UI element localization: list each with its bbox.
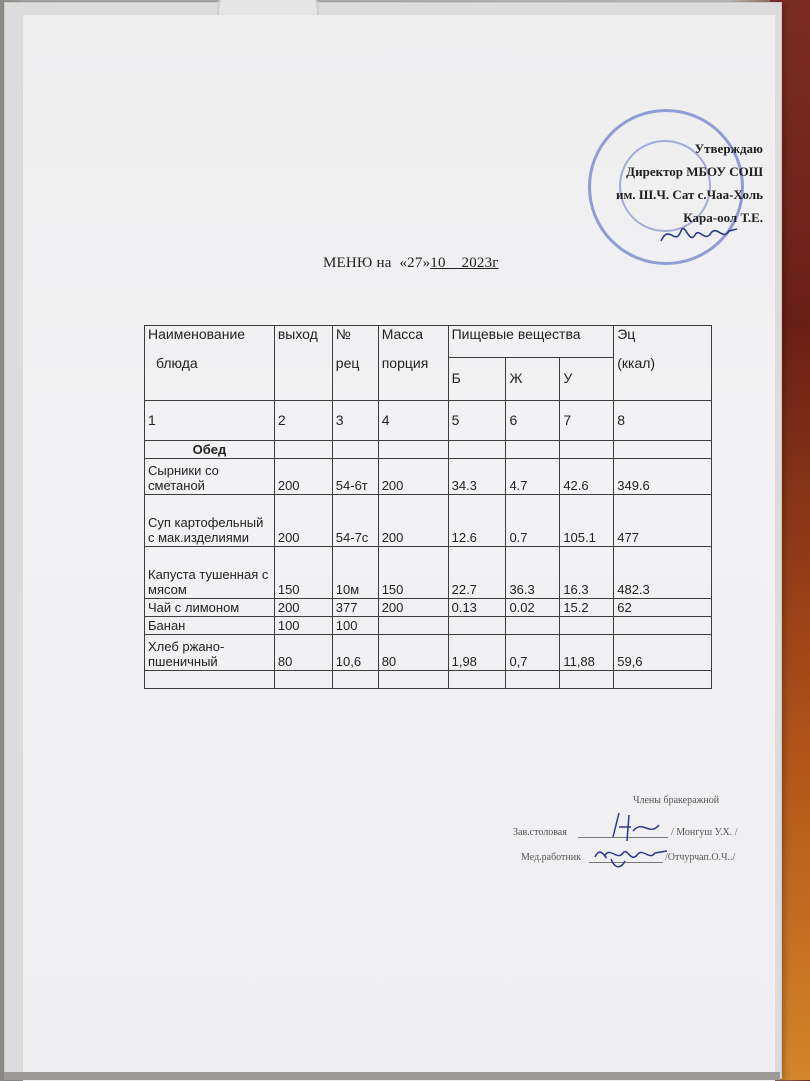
dish-b: 0.13 xyxy=(448,599,506,617)
table-row xyxy=(145,547,712,599)
dish-u: 16.3 xyxy=(560,547,614,599)
dish-mass: 80 xyxy=(378,635,448,671)
dish-b: 22.7 xyxy=(448,547,506,599)
commission-title: Члены бракеражной xyxy=(633,795,720,806)
director-signature xyxy=(659,217,739,251)
dish-u: 105.1 xyxy=(560,495,614,547)
dish-recipe: 100 xyxy=(332,617,378,635)
dish-b xyxy=(448,617,506,635)
plastic-sleeve xyxy=(4,2,782,1079)
approval-line-3: им. Ш.Ч. Сат с.Чаа-Холь xyxy=(616,187,763,202)
header-nutrients: Пищевые вещества xyxy=(448,326,614,358)
approval-line-4: Кара-оол Т.Е. xyxy=(683,210,763,225)
header-energy xyxy=(614,326,712,401)
col-number: 8 xyxy=(614,401,712,441)
approval-block xyxy=(543,137,763,229)
dish-mass: 200 xyxy=(378,459,448,495)
dish-zh: 0.7 xyxy=(506,495,560,547)
dish-zh: 0.02 xyxy=(506,599,560,617)
header-row xyxy=(145,326,712,358)
medic-signature xyxy=(591,841,671,871)
dish-mass xyxy=(378,617,448,635)
dish-name: Банан xyxy=(145,617,275,635)
header-mass-top: Масса xyxy=(381,326,424,342)
menu-title-date: 10 2023г xyxy=(430,255,499,271)
header-recipe-bottom: рец xyxy=(335,355,360,371)
dish-kcal: 349.6 xyxy=(614,459,712,495)
header-output: выход xyxy=(274,326,332,401)
table-row xyxy=(145,459,712,495)
header-zh: Ж xyxy=(506,357,560,400)
header-b: Б xyxy=(448,357,506,400)
dish-zh: 36.3 xyxy=(506,547,560,599)
dish-name: Сырники со сметаной xyxy=(145,459,275,495)
dish-kcal: 477 xyxy=(614,495,712,547)
col-number: 5 xyxy=(448,401,506,441)
dish-kcal: 62 xyxy=(614,599,712,617)
dish-u: 11,88 xyxy=(560,635,614,671)
col-number: 7 xyxy=(560,401,614,441)
dish-recipe: 377 xyxy=(332,599,378,617)
empty-row xyxy=(145,671,712,689)
table-row xyxy=(145,495,712,547)
commission-line-1-name: / Монгуш У.Х. / xyxy=(671,827,738,838)
dish-mass: 200 xyxy=(378,599,448,617)
dish-name: Капуста тушенная с мясом xyxy=(145,547,275,599)
commission-line-2-label: Мед.работник xyxy=(521,852,581,863)
dish-output: 100 xyxy=(274,617,332,635)
dish-kcal: 482.3 xyxy=(614,547,712,599)
dish-output: 200 xyxy=(274,599,332,617)
col-number: 4 xyxy=(378,401,448,441)
header-recipe-top: № xyxy=(335,326,351,342)
section-row xyxy=(145,441,712,459)
approval-line-1: Утверждаю xyxy=(694,141,763,156)
col-number: 1 xyxy=(145,401,275,441)
commission-line-2-name: /Отчурчап.О.Ч../ xyxy=(665,852,736,863)
dish-b: 1,98 xyxy=(448,635,506,671)
menu-document xyxy=(23,15,775,1081)
header-name-bottom: блюда xyxy=(156,355,198,371)
sleeve-bottom-edge xyxy=(4,1072,780,1080)
col-number: 2 xyxy=(274,401,332,441)
dish-u: 42.6 xyxy=(560,459,614,495)
header-mass xyxy=(378,326,448,401)
col-number: 6 xyxy=(506,401,560,441)
dish-mass: 150 xyxy=(378,547,448,599)
header-recipe xyxy=(332,326,378,401)
dish-recipe: 10,6 xyxy=(332,635,378,671)
header-name-top: Наименование xyxy=(148,326,246,342)
dish-kcal: 59,6 xyxy=(614,635,712,671)
header-energy-top: Эц xyxy=(617,326,636,342)
dish-zh xyxy=(506,617,560,635)
menu-title xyxy=(323,255,499,272)
dish-zh: 0,7 xyxy=(506,635,560,671)
commission-line-1-label: Зав.столовая xyxy=(513,827,567,838)
dish-u: 15.2 xyxy=(560,599,614,617)
table-row xyxy=(145,635,712,671)
table-row xyxy=(145,599,712,617)
dish-b: 12.6 xyxy=(448,495,506,547)
table-row xyxy=(145,617,712,635)
column-number-row xyxy=(145,401,712,441)
dish-output: 80 xyxy=(274,635,332,671)
dish-mass: 200 xyxy=(378,495,448,547)
dish-kcal xyxy=(614,617,712,635)
dish-b: 34.3 xyxy=(448,459,506,495)
dish-output: 200 xyxy=(274,495,332,547)
col-number: 3 xyxy=(332,401,378,441)
menu-title-prefix: МЕНЮ на «27» xyxy=(323,255,431,271)
approval-line-2: Директор МБОУ СОШ xyxy=(626,164,763,179)
header-u: У xyxy=(560,357,614,400)
header-name xyxy=(145,326,275,401)
dish-output: 150 xyxy=(274,547,332,599)
dish-output: 200 xyxy=(274,459,332,495)
dish-recipe: 54-6т xyxy=(332,459,378,495)
header-energy-bottom: (ккал) xyxy=(617,355,656,371)
header-mass-bottom: порция xyxy=(381,355,429,371)
dish-zh: 4.7 xyxy=(506,459,560,495)
section-title: Обед xyxy=(145,441,275,459)
dish-name: Чай с лимоном xyxy=(145,599,275,617)
dish-name: Хлеб ржано-пшеничный xyxy=(145,635,275,671)
dish-name: Суп картофельный с мак.изделиями xyxy=(145,495,275,547)
menu-table xyxy=(144,325,712,689)
dish-u xyxy=(560,617,614,635)
dish-recipe: 54-7с xyxy=(332,495,378,547)
dish-recipe: 10м xyxy=(332,547,378,599)
